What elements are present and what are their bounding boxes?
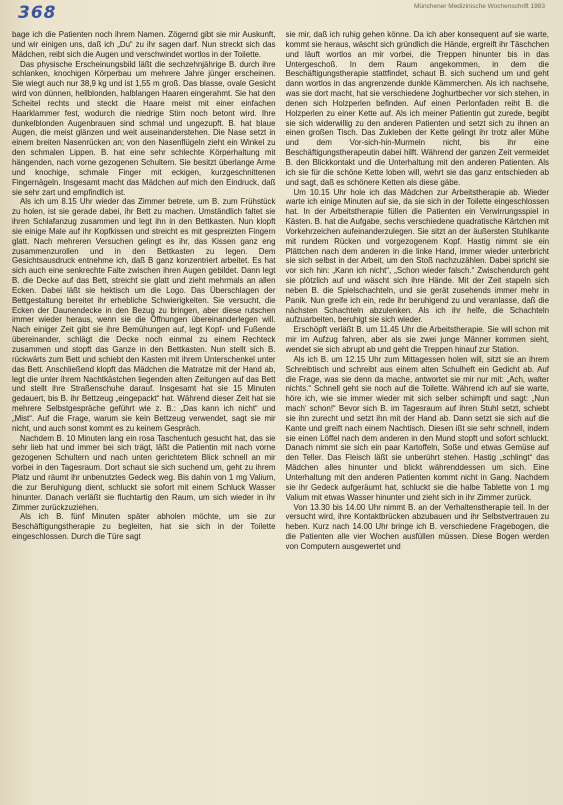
page-number: 368 <box>18 3 57 23</box>
text-columns <box>12 30 549 800</box>
right-column <box>286 30 550 800</box>
running-head: Münchener Medizinische Wochenschrift 1983 <box>413 3 545 10</box>
paragraph: Das physische Erscheinungsbild läßt die sechzehnjährige B. durch ihre schlanken, knochigen Körperbau um mehrere Jahre jünger erscheinen. Sie wiegt auch nur 38,9 kg und ist 1,55 m groß. Das blasse, ovale Gesicht wird von dünnen, hellblonden, halblangen Haaren eingerahmt. Sie hat den Scheitel rechts und steckt die Haare meist mit einer einfachen Haarklammer fest, wodurch die niedrige Stirn noch betont wird. Ihre dunkelblonden Augenbrauen sind schmal und ungezupft. B. hat blaue Augen, die meist glänzen und weit auseinanderstehen. Die Nase setzt in einem breiten Nasenrücken an; von den Nasenflügeln zieht ein Winkel zu den schmalen Lippen. B. hat eine sehr schlechte Körperhaltung mit hängenden, nach vorne gezogenen Schultern. Sie besitzt überlange Arme und knochige, schmale Finger mit eckigen, kurzgeschnittenen Fingernägeln. Insgesamt macht das Mädchen auf mich den Eindruck, daß sie sehr zart und empfindlich ist. <box>12 59 276 197</box>
paragraph: sie mir, daß ich ruhig gehen könne. Da ich aber konsequent auf sie warte, kommt sie heraus, wäscht sich gründlich die Hände, ergreift ihr Täschchen und läuft wortlos an mir vorbei, die Treppen hinunter bis in das Untergeschoß. In dem Raum angekommen, in dem die Beschäftigungstherapie stattfindet, schaut B. sich suchend um und geht dann wortlos in das angrenzende dunkle Kämmerchen. Als ich nachsehe, was sie dort macht, hat sie verschiedene Joghurtbecher vor sich stehen, in denen sich Holzperlen befinden. Auf einen Perlonfaden reiht B. die Holzperlen zu einer Kette auf. Als ich meiner Patientin gut zurede, begibt sie sich widerwillig zu den anderen Patienten und setzt sich zu ihnen an einen großen Tisch. Das Zukleben der Kette gelingt ihr trotz aller Mühe und dem Vor-sich-hin-Murmeln nicht, bis ihr eine Beschäftigungstherapeutin dabei hilft. Während der ganzen Zeit vermeidet B. den Blickkontakt und die Unterhaltung mit den anderen Patienten. Als ich sie für die schöne Kette loben will, wehrt sie das ganz entschieden ab und sagt, daß es schönere Ketten als diese gäbe. <box>285 30 549 187</box>
paragraph: Als ich um 8.15 Uhr wieder das Zimmer betrete, um B. zum Frühstück zu holen, ist sie gerade dabei, ihr Bett zu machen. Umständlich faltet sie ihren Schlafanzug zusammen und legt ihn in den Bettkasten. Nun klopft sie einige Male auf ihr Kopfkissen und streicht es mit gespreizten Fingern glatt. Nach mehreren Versuchen gelingt es ihr, das Kissen ganz eng zusammenzurollen und in den Bettkasten zu legen. Dem Gesichtsausdruck entnehme ich, daß B ganz konzentriert arbeitet. Es hat sich auch eine senkrechte Falte zwischen ihren Augen gebildet. Dann legt B. die Decke auf das Bett, streicht sie glatt und zieht mehrmals an allen Ecken. Dabei läßt sie hektisch um die Logo. Das Überschlagen der Bettgestaltung bereitet ihr erhebliche Schwierigkeiten. Sie versucht, die Ecken der Daunendecke in den Bezug zu bringen, aber diese rutschen immer wieder heraus, wenn sie die Öffnungen übereinanderlegen will. Nach einiger Zeit gibt sie ihre Bemühungen auf, legt Kopf- und Fußende übereinander, schlägt die Decke noch einmal zu einem Rechteck zusammen und stopft das Ganze in den Bettkasten. Nun stellt sich B. rückwärts zum Bett und schiebt den Kasten mit ihrem Unterschenkel unter das Bett. Anschließend klopft das Mädchen die Matratze mit der Hand ab, legt die unter ihrem Nachtkästchen liegenden alten Zeitungen auf das Bett und stellt ihre Straßenschuhe darauf. Insgesamt hat sie 15 Minuten gedauert, bis B. ihr Bettzeug „eingepackt“ hat. Während dieser Zeit hat sie mehrere Selbstgespräche geführt wie z. B.: „Das kann ich nicht“ und „Mist“. Auf die Frage, warum sie kein Bettzeug verwendet, sagt sie mir nicht, und auch sonst kommt es zu keinem Gespräch. <box>12 197 276 433</box>
paragraph: Nachdem B. 10 Minuten lang ein rosa Taschentuch gesucht hat, das sie sehr lieb hat und immer bei sich trägt, läßt die Patientin mit nach vorne gezogenen Schultern und nach unten gerichtetem Blick schnell an mir vorbei in den Tagesraum. Dort schaut sie sich suchend um, geht zu ihrem Platz und räumt ihr unbenutztes Gedeck weg. Bis dahin von 1 mg Valium, die zur Beruhigung dient, schluckt sie sofort mit einem Schluck Wasser hinunter. Danach verläßt sie fluchtartig den Raum, um sich wieder in ihr Zimmer zurückzuziehen. <box>12 433 276 512</box>
paragraph: Um 10.15 Uhr hole ich das Mädchen zur Arbeitstherapie ab. Wieder warte ich einige Minuten auf sie, da sie sich in der Toilette eingeschlossen hat. In der Arbeitstherapie füllen die Patienten ein Verwirrungsspiel in Kästen. B. hat die Aufgabe, sechs verschiedene quadratische Kärtchen mit Vorkehrzeichen aufeinanderzulegen. Sie sitzt an der äußersten Stuhlkante mit rundem Rücken und vorgezogenem Kopf. Hastig nimmt sie ein Plättchen nach dem anderen in die linke Hand, immer wieder unterbricht sie sich selbst in der Arbeit, um den Stoß nachzuzählen. Dabei spricht sie vor sich hin: „Kann ich nicht“, „Schon wieder falsch.“ Zwischendurch geht sie plötzlich auf und wäscht sich ihre Hände. Mit der Zeit stapeln sich neben B. die Spielschachteln, und sie gerät zusehends immer mehr in Panik. Nun greife ich ein, rede ihr beruhigend zu und veranlasse, daß die nächsten Schachteln abzulenken. Als ich ihr helfe, die Schachteln aufzuarbeiten, beruhigt sie sich wieder. <box>285 187 549 325</box>
paragraph: Erschöpft verläßt B. um 11.45 Uhr die Arbeitstherapie. Sie will schon mit mir im Aufzug fahren, aber als sie zwei junge Männer kommen sieht, wendet sie sich abrupt ab und geht die Treppen hinauf zur Station. <box>285 325 549 354</box>
paragraph: Von 13.30 bis 14.00 Uhr nimmt B. an der Verhaltenstherapie teil. In der versucht wird, ihre Kontaktbrücken abzubauen und ihr Selbstvertrauen zu heben. Kurz nach 14.00 Uhr bringe ich B. verschiedene Fragebogen, die die Patienten alle vier Wochen ausfüllen müssen. Diese Bogen werden von Computern ausgewertet und <box>285 502 549 551</box>
paragraph: Als ich B. fünf Minuten später abholen möchte, um sie zur Beschäftigungstherapie zu begleiten, hat sie sich in der Toilette eingeschlossen. Durch die Türe sagt <box>12 512 276 542</box>
paragraph: Als ich B. um 12.15 Uhr zum Mittagessen holen will, sitzt sie an ihrem Schreibtisch und schreibt aus einem alten Schulheft ein Gedicht ab. Auf die Frage, was sie denn da mache, antwortet sie mir nur mit: „Ach, walter nichts.“ Schnell geht sie noch auf die Toilette. Während ich auf sie warte, höre ich, wie sie immer wieder mit sich selber schimpft und sagt: „Nun mach’ schon!“ Bevor sich B. im Tagesraum auf ihren Stuhl setzt, schiebt sie ihn zurecht und setzt ihn mit der Hand ab. Dann setzt sie sich auf die Kante und greift nach einem Nachtisch. Diesen ißt sie sehr schnell, indem sie einen Löffel nach dem anderen in den Mund stopft und sofort schluckt. Danach nimmt sie sich ein paar Kartoffeln, Soße und etwas Gemüse auf den Teller. Das Fleisch läßt sie unberührt stehen. Hastig „schlingt“ das Mädchen alles hinunter und blickt währenddessen um sich. Eine Unterhaltung mit den anderen Patienten kommt nicht in Gang. Nachdem sie ihr Gedeck aufgeräumt hat, schluckt sie die halbe Tablette von 1 mg Valium mit etwas Wasser hinunter und zieht sich in ihr Zimmer zurück. <box>285 354 549 502</box>
paragraph: bage ich die Patienten noch ihrem Namen. Zögernd gibt sie mir Auskunft, und wir einigen uns, daß ich „Du“ zu ihr sagen darf. Nun streckt sich das Mädchen, reibt sich die Augen und verschwindet wortlos in der Toilette. <box>12 30 276 59</box>
left-column <box>12 30 276 800</box>
